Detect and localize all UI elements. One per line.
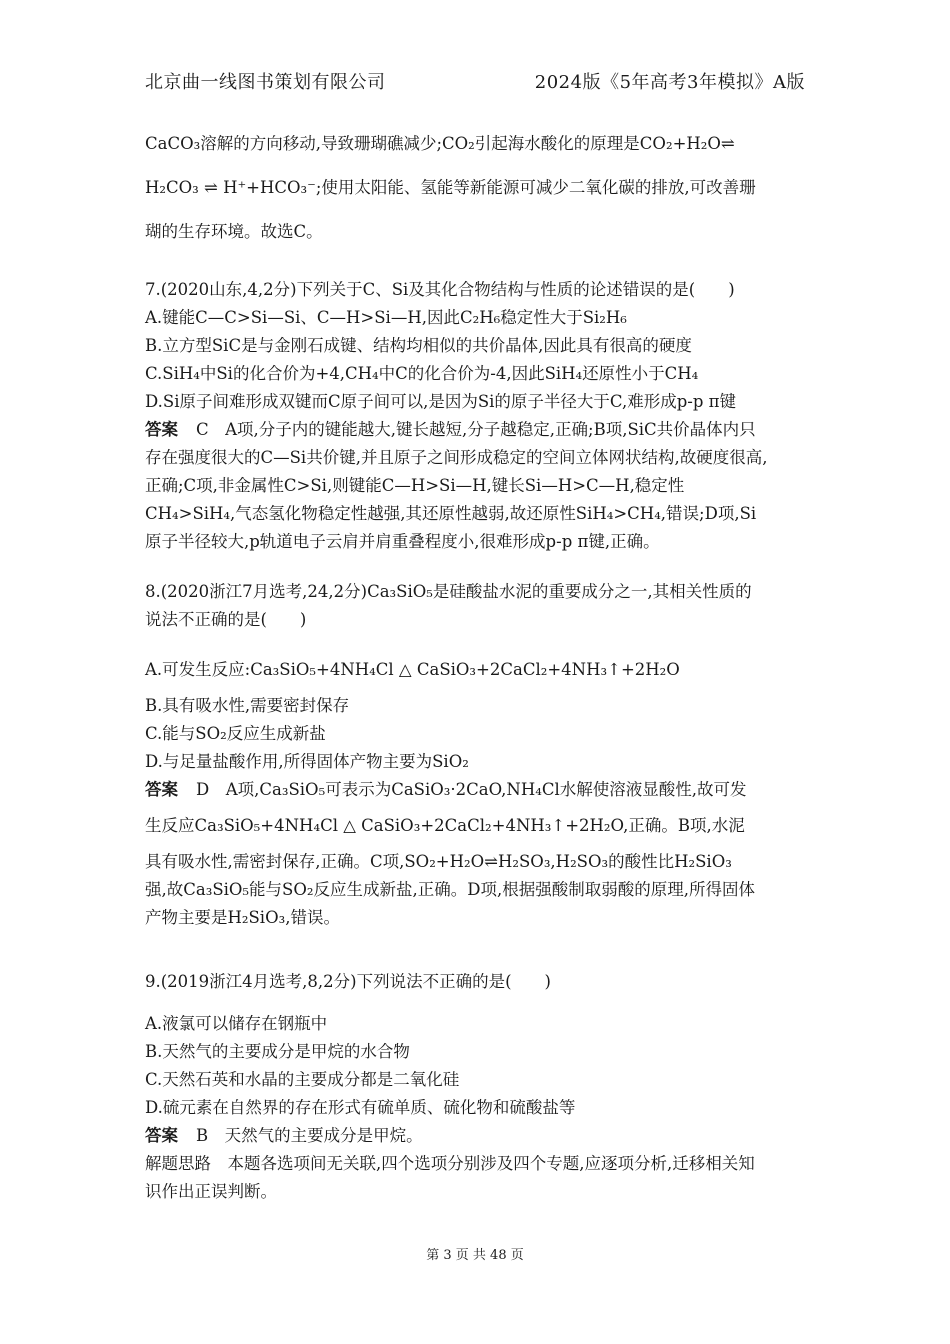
line-text: 8.(2020浙江7月选考,24,2分)Ca₃SiO₅是硅酸盐水泥的重要成分之一,其相关性质的 — [145, 582, 752, 601]
line-text: A.可发生反应:Ca₃SiO₅+4NH₄Cl △ CaSiO₃+2CaCl₂+4NH₃↑+2H₂O — [145, 660, 680, 679]
answer-label: 答案 — [145, 420, 178, 439]
line-text: 原子半径较大,p轨道电子云肩并肩重叠程度小,很难形成p-p π键,正确。 — [145, 532, 660, 551]
text-line — [145, 848, 810, 876]
text-line — [145, 528, 810, 556]
text-line — [145, 578, 810, 606]
spacer — [145, 932, 810, 954]
text-line — [145, 304, 810, 332]
text-line — [145, 1122, 810, 1150]
text-line — [145, 1094, 810, 1122]
text-line — [145, 968, 810, 996]
line-text: 强,故Ca₃SiO₅能与SO₂反应生成新盐,正确。D项,根据强酸制取弱酸的原理,所得固体 — [145, 880, 755, 899]
line-text: CaCO₃溶解的方向移动,导致珊瑚礁减少;CO₂引起海水酸化的原理是CO₂+H₂O⇌ — [145, 134, 735, 153]
line-text: 9.(2019浙江4月选考,8,2分)下列说法不正确的是( ) — [145, 972, 551, 991]
text-line — [145, 720, 810, 748]
line-text: 产物主要是H₂SiO₃,错误。 — [145, 908, 340, 927]
text-line — [145, 388, 810, 416]
text-line — [145, 122, 810, 166]
text-line — [145, 1010, 810, 1038]
line-text: C.SiH₄中Si的化合价为+4,CH₄中C的化合价为-4,因此SiH₄还原性小于CH₄ — [145, 364, 699, 383]
line-text: CH₄>SiH₄,气态氢化物稳定性越强,其还原性越弱,故还原性SiH₄>CH₄,错误;D项,Si — [145, 504, 757, 523]
line-text: B 天然气的主要成分是甲烷。 — [196, 1126, 423, 1145]
text-line — [145, 1150, 810, 1178]
line-text: 具有吸水性,需密封保存,正确。C项,SO₂+H₂O⇌H₂SO₃,H₂SO₃的酸性比H₂SiO₃ — [145, 852, 732, 871]
text-line — [145, 776, 810, 804]
line-text: B.天然气的主要成分是甲烷的水合物 — [145, 1042, 410, 1061]
line-text: 说法不正确的是( ) — [145, 610, 307, 629]
text-line — [145, 416, 810, 444]
line-text: 解题思路 本题各选项间无关联,四个选项分别涉及四个专题,应逐项分析,迁移相关知 — [145, 1154, 755, 1173]
text-line — [145, 210, 810, 254]
spacer — [145, 954, 810, 968]
text-line — [145, 648, 810, 692]
header-publisher: 北京曲一线图书策划有限公司 — [145, 72, 386, 93]
line-text: A.键能C—C>Si—Si、C—H>Si—H,因此C₂H₆稳定性大于Si₂H₆ — [145, 308, 627, 327]
spacer — [145, 996, 810, 1010]
text-line — [145, 748, 810, 776]
line-text: 生反应Ca₃SiO₅+4NH₄Cl △ CaSiO₃+2CaCl₂+4NH₃↑+2H₂O,正确。B项,水泥 — [145, 816, 745, 835]
text-line — [145, 606, 810, 634]
text-line — [145, 500, 810, 528]
line-text: D.硫元素在自然界的存在形式有硫单质、硫化物和硫酸盐等 — [145, 1098, 576, 1117]
line-text: 正确;C项,非金属性C>Si,则键能C—H>Si—H,键长Si—H>C—H,稳定性 — [145, 476, 685, 495]
text-line — [145, 1178, 810, 1206]
spacer — [145, 254, 810, 276]
text-line — [145, 276, 810, 304]
line-text: 存在强度很大的C—Si共价键,并且原子之间形成稳定的空间立体网状结构,故硬度很高, — [145, 448, 768, 467]
line-text: C.能与SO₂反应生成新盐 — [145, 724, 326, 743]
text-line — [145, 876, 810, 904]
text-line — [145, 804, 810, 848]
spacer — [145, 556, 810, 578]
line-text: B.具有吸水性,需要密封保存 — [145, 696, 350, 715]
page-number: 第 3 页 共 48 页 — [426, 1248, 524, 1263]
text-line — [145, 1066, 810, 1094]
line-text: B.立方型SiC是与金刚石成键、结构均相似的共价晶体,因此具有很高的硬度 — [145, 336, 692, 355]
text-line — [145, 444, 810, 472]
answer-label: 答案 — [145, 1126, 178, 1145]
line-text: 瑚的生存环境。故选C。 — [145, 222, 323, 241]
answer-label: 答案 — [145, 780, 178, 799]
line-text: C.天然石英和水晶的主要成分都是二氧化硅 — [145, 1070, 460, 1089]
document-body — [145, 122, 810, 1206]
line-text: A.液氯可以储存在钢瓶中 — [145, 1014, 328, 1033]
line-text: D A项,Ca₃SiO₅可表示为CaSiO₃·2CaO,NH₄Cl水解使溶液显酸性,故可发 — [196, 780, 747, 799]
line-text: 7.(2020山东,4,2分)下列关于C、Si及其化合物结构与性质的论述错误的是( ) — [145, 280, 735, 299]
line-text: 识作出正误判断。 — [145, 1182, 277, 1201]
text-line — [145, 904, 810, 932]
line-text: D.与足量盐酸作用,所得固体产物主要为SiO₂ — [145, 752, 469, 771]
line-text: C A项,分子内的键能越大,键长越短,分子越稳定,正确;B项,SiC共价晶体内只 — [196, 420, 756, 439]
text-line — [145, 1038, 810, 1066]
text-line — [145, 360, 810, 388]
text-line — [145, 692, 810, 720]
text-line — [145, 472, 810, 500]
spacer — [145, 634, 810, 648]
line-text: D.Si原子间难形成双键而C原子间可以,是因为Si的原子半径大于C,难形成p-p π键 — [145, 392, 736, 411]
header-book-title: 2024版《5年高考3年模拟》A版 — [534, 72, 805, 93]
line-text: H₂CO₃ ⇌ H⁺+HCO₃⁻;使用太阳能、氢能等新能源可减少二氧化碳的排放,可改善珊 — [145, 178, 756, 197]
text-line — [145, 332, 810, 360]
text-line — [145, 166, 810, 210]
